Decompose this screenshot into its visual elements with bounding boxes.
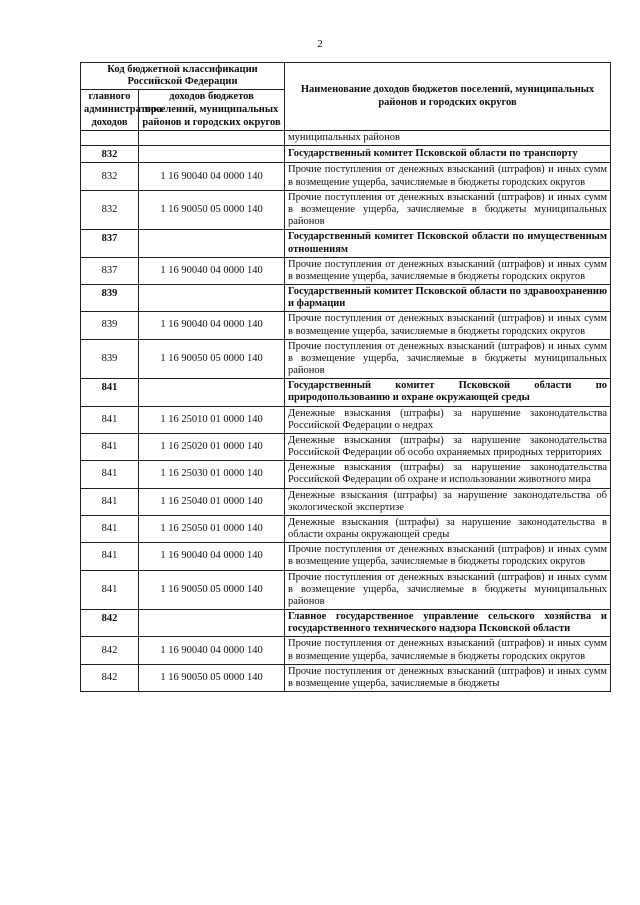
income-code-cell bbox=[139, 285, 285, 312]
table-row bbox=[81, 570, 611, 610]
admin-code-cell: 837 bbox=[81, 257, 139, 284]
table-row bbox=[81, 433, 611, 460]
admin-code-cell: 841 bbox=[81, 543, 139, 570]
admin-code-cell: 832 bbox=[81, 190, 139, 230]
table-row bbox=[81, 664, 611, 691]
income-name-cell: Денежные взыскания (штрафы) за нарушение законодательства об экологической экспертизе bbox=[285, 488, 611, 515]
table-row bbox=[81, 312, 611, 339]
income-code-cell: 1 16 25040 01 0000 140 bbox=[139, 488, 285, 515]
admin-code-cell: 842 bbox=[81, 637, 139, 664]
table-header bbox=[81, 63, 611, 131]
table-row-administrator bbox=[81, 285, 611, 312]
admin-code-cell: 841 bbox=[81, 488, 139, 515]
income-code-cell: 1 16 90040 04 0000 140 bbox=[139, 312, 285, 339]
admin-code-cell: 837 bbox=[81, 230, 139, 257]
admin-code-cell: 841 bbox=[81, 406, 139, 433]
income-name-cell: Денежные взыскания (штрафы) за нарушение законодательства Российской Федерации об особо охраняемых природных территориях bbox=[285, 433, 611, 460]
admin-code-cell: 832 bbox=[81, 163, 139, 190]
admin-code-cell: 832 bbox=[81, 146, 139, 163]
budget-classification-table bbox=[80, 62, 611, 692]
income-code-cell: 1 16 25020 01 0000 140 bbox=[139, 433, 285, 460]
table-row bbox=[81, 488, 611, 515]
table-row bbox=[81, 637, 611, 664]
table-row bbox=[81, 163, 611, 190]
table-row bbox=[81, 406, 611, 433]
admin-code-cell: 842 bbox=[81, 610, 139, 637]
income-name-cell: Прочие поступления от денежных взысканий (штрафов) и иных сумм в возмещение ущерба, зачисляемые в бюджеты городских округов bbox=[285, 163, 611, 190]
table-row-administrator bbox=[81, 610, 611, 637]
admin-code-cell: 839 bbox=[81, 285, 139, 312]
income-code-cell bbox=[139, 379, 285, 406]
income-code-cell bbox=[139, 610, 285, 637]
income-code-cell: 1 16 90040 04 0000 140 bbox=[139, 543, 285, 570]
income-code-cell: 1 16 90050 05 0000 140 bbox=[139, 339, 285, 379]
income-name-cell: Государственный комитет Псковской области по природопользованию и охране окружающей среды bbox=[285, 379, 611, 406]
income-name-cell: Денежные взыскания (штрафы) за нарушение законодательства в области охраны окружающей среды bbox=[285, 515, 611, 542]
income-name-cell: Главное государственное управление сельского хозяйства и государственного технического надзора Псковской области bbox=[285, 610, 611, 637]
income-name-cell: Денежные взыскания (штрафы) за нарушение законодательства Российской Федерации об охране и использовании животного мира bbox=[285, 461, 611, 488]
table-row bbox=[81, 543, 611, 570]
income-name-cell: Прочие поступления от денежных взысканий (штрафов) и иных сумм в возмещение ущерба, зачисляемые в бюджеты городских округов bbox=[285, 257, 611, 284]
income-code-cell: 1 16 90050 05 0000 140 bbox=[139, 190, 285, 230]
admin-code-cell: 841 bbox=[81, 433, 139, 460]
table-row bbox=[81, 515, 611, 542]
admin-code-cell: 841 bbox=[81, 515, 139, 542]
income-name-cell: Денежные взыскания (штрафы) за нарушение законодательства Российской Федерации о недрах bbox=[285, 406, 611, 433]
income-name-cell: муниципальных районов bbox=[285, 131, 611, 146]
income-name-cell: Прочие поступления от денежных взысканий (штрафов) и иных сумм в возмещение ущерба, зачисляемые в бюджеты городских округов bbox=[285, 637, 611, 664]
income-code-cell: 1 16 25050 01 0000 140 bbox=[139, 515, 285, 542]
income-code-cell bbox=[139, 131, 285, 146]
table-body bbox=[81, 131, 611, 692]
admin-code-cell: 839 bbox=[81, 339, 139, 379]
header-admin: главного администратора доходов bbox=[81, 90, 139, 131]
table-row bbox=[81, 190, 611, 230]
income-name-cell: Прочие поступления от денежных взысканий (штрафов) и иных сумм в возмещение ущерба, зачисляемые в бюджеты городских округов bbox=[285, 312, 611, 339]
income-name-cell: Государственный комитет Псковской области по имущественным отношениям bbox=[285, 230, 611, 257]
admin-code-cell: 841 bbox=[81, 379, 139, 406]
income-name-cell: Государственный комитет Псковской области по здравоохранению и фармации bbox=[285, 285, 611, 312]
table-row bbox=[81, 257, 611, 284]
income-name-cell: Прочие поступления от денежных взысканий (штрафов) и иных сумм в возмещение ущерба, зачисляемые в бюджеты муниципальных районов bbox=[285, 339, 611, 379]
admin-code-cell: 841 bbox=[81, 461, 139, 488]
admin-code-cell bbox=[81, 131, 139, 146]
income-name-cell: Государственный комитет Псковской области по транспорту bbox=[285, 146, 611, 163]
income-name-cell: Прочие поступления от денежных взысканий (штрафов) и иных сумм в возмещение ущерба, зачисляемые в бюджеты bbox=[285, 664, 611, 691]
income-code-cell: 1 16 90040 04 0000 140 bbox=[139, 257, 285, 284]
income-name-cell: Прочие поступления от денежных взысканий (штрафов) и иных сумм в возмещение ущерба, зачисляемые в бюджеты городских округов bbox=[285, 543, 611, 570]
income-name-cell: Прочие поступления от денежных взысканий (штрафов) и иных сумм в возмещение ущерба, зачисляемые в бюджеты муниципальных районов bbox=[285, 570, 611, 610]
income-name-cell: Прочие поступления от денежных взысканий (штрафов) и иных сумм в возмещение ущерба, зачисляемые в бюджеты муниципальных районов bbox=[285, 190, 611, 230]
table-row bbox=[81, 131, 611, 146]
table-row-administrator bbox=[81, 379, 611, 406]
income-code-cell bbox=[139, 146, 285, 163]
table-row bbox=[81, 339, 611, 379]
header-income: доходов бюджетов поселений, муниципальных районов и городских округов bbox=[139, 90, 285, 131]
income-code-cell: 1 16 25030 01 0000 140 bbox=[139, 461, 285, 488]
table-row bbox=[81, 461, 611, 488]
admin-code-cell: 839 bbox=[81, 312, 139, 339]
header-group-code: Код бюджетной классификации Российской Федерации bbox=[81, 63, 285, 90]
income-code-cell: 1 16 90040 04 0000 140 bbox=[139, 637, 285, 664]
admin-code-cell: 841 bbox=[81, 570, 139, 610]
income-code-cell: 1 16 25010 01 0000 140 bbox=[139, 406, 285, 433]
income-code-cell: 1 16 90040 04 0000 140 bbox=[139, 163, 285, 190]
income-code-cell: 1 16 90050 05 0000 140 bbox=[139, 664, 285, 691]
table-row-administrator bbox=[81, 230, 611, 257]
income-code-cell bbox=[139, 230, 285, 257]
header-name: Наименование доходов бюджетов поселений, муниципальных районов и городских округов bbox=[285, 63, 611, 131]
income-code-cell: 1 16 90050 05 0000 140 bbox=[139, 570, 285, 610]
table-row-administrator bbox=[81, 146, 611, 163]
page-number: 2 bbox=[317, 38, 323, 50]
admin-code-cell: 842 bbox=[81, 664, 139, 691]
